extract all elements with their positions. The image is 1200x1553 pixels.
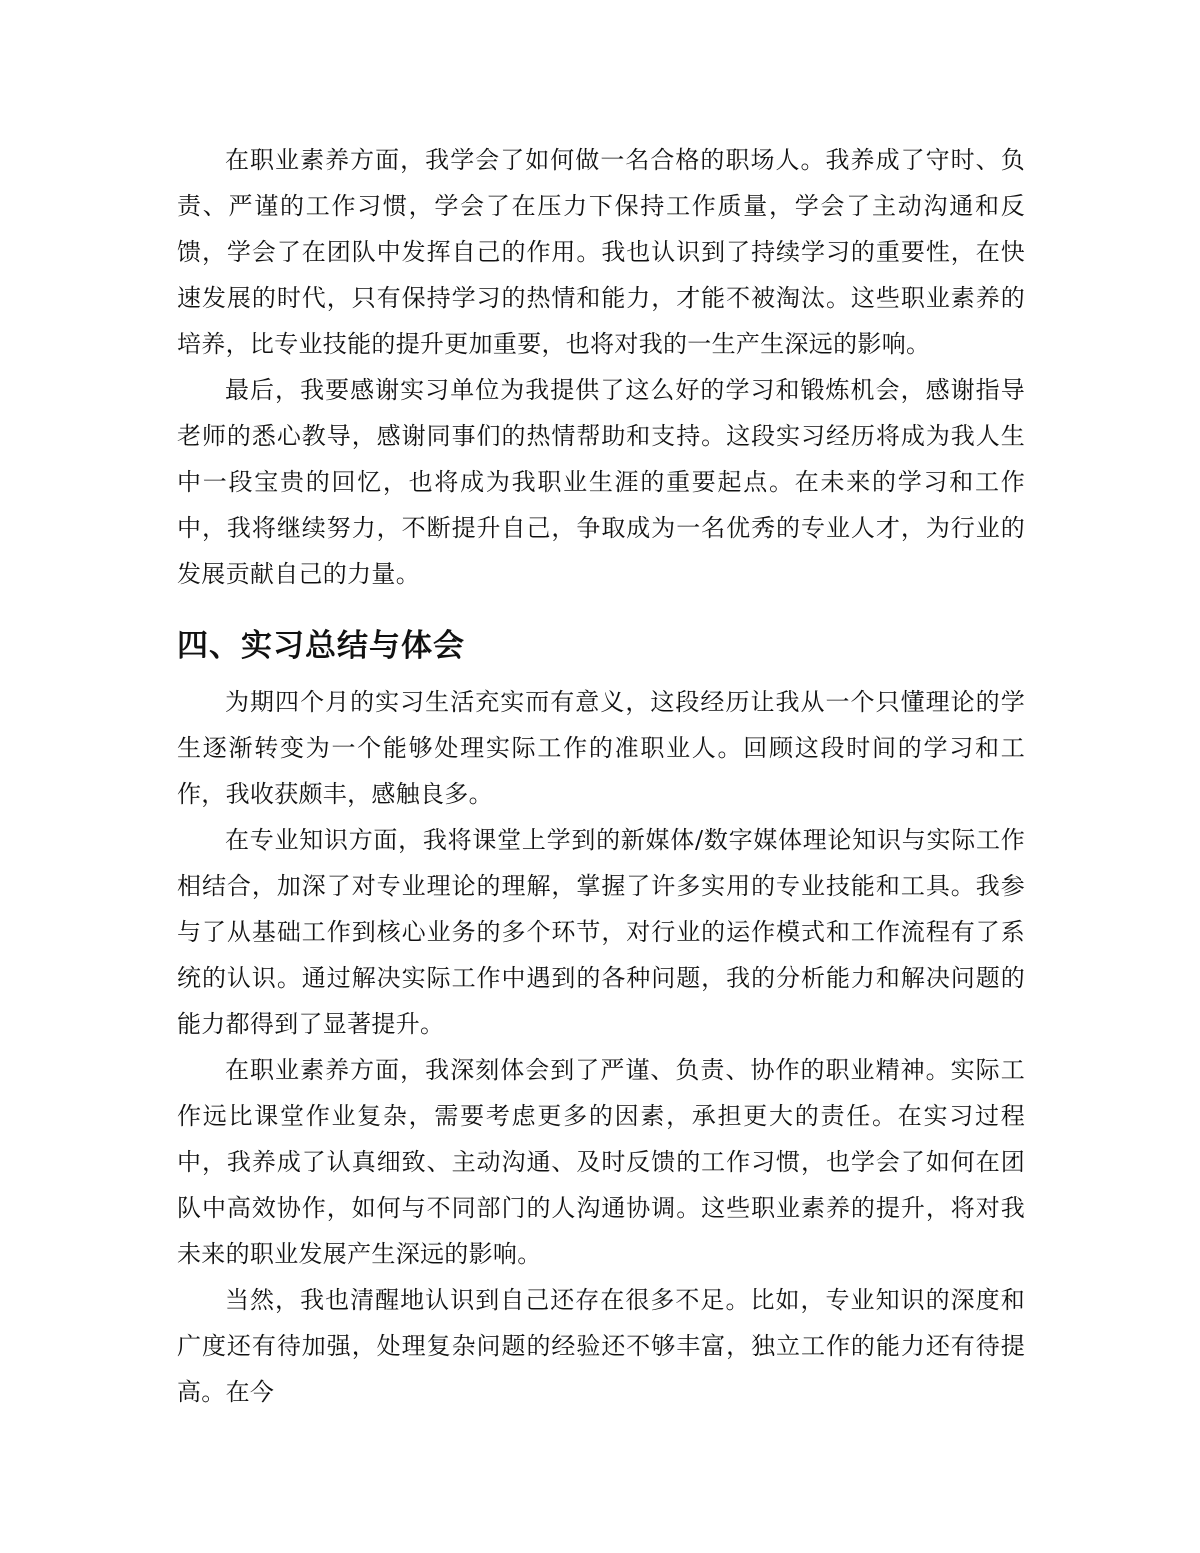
document-body [177,137,1025,1415]
paragraph-summary-intro: 为期四个月的实习生活充实而有意义，这段经历让我从一个只懂理论的学生逐渐转变为一个能够处理实际工作的准职业人。回顾这段时间的学习和工作，我收获颇丰，感触良多。 [177,688,1025,808]
paragraph-professional-spirit: 在职业素养方面，我深刻体会到了严谨、负责、协作的职业精神。实际工作远比课堂作业复杂，需要考虑更多的因素，承担更大的责任。在实习过程中，我养成了认真细致、主动沟通、及时反馈的工作习惯，也学会了如何在团队中高效协作，如何与不同部门的人沟通协调。这些职业素养的提升，将对我未来的职业发展产生深远的影响。 [177,1056,1025,1268]
section-heading-summary: 四、实习总结与体会 [177,628,465,664]
paragraph-shortcomings: 当然，我也清醒地认识到自己还存在很多不足。比如，专业知识的深度和广度还有待加强，处理复杂问题的经验还不够丰富，独立工作的能力还有待提高。在今 [177,1286,1025,1406]
paragraph-professional-knowledge: 在专业知识方面，我将课堂上学到的新媒体/数字媒体理论知识与实际工作相结合，加深了对专业理论的理解，掌握了许多实用的专业技能和工具。我参与了从基础工作到核心业务的多个环节，对行业的运作模式和工作流程有了系统的认识。通过解决实际工作中遇到的各种问题，我的分析能力和解决问题的能力都得到了显著提升。 [177,826,1025,1038]
paragraph-acknowledgements: 最后，我要感谢实习单位为我提供了这么好的学习和锻炼机会，感谢指导老师的悉心教导，感谢同事们的热情帮助和支持。这段实习经历将成为我人生中一段宝贵的回忆，也将成为我职业生涯的重要起点。在未来的学习和工作中，我将继续努力，不断提升自己，争取成为一名优秀的专业人才，为行业的发展贡献自己的力量。 [177,376,1025,588]
paragraph-professional-quality: 在职业素养方面，我学会了如何做一名合格的职场人。我养成了守时、负责、严谨的工作习惯，学会了在压力下保持工作质量，学会了主动沟通和反馈，学会了在团队中发挥自己的作用。我也认识到了持续学习的重要性，在快速发展的时代，只有保持学习的热情和能力，才能不被淘汰。这些职业素养的培养，比专业技能的提升更加重要，也将对我的一生产生深远的影响。 [177,146,1025,358]
